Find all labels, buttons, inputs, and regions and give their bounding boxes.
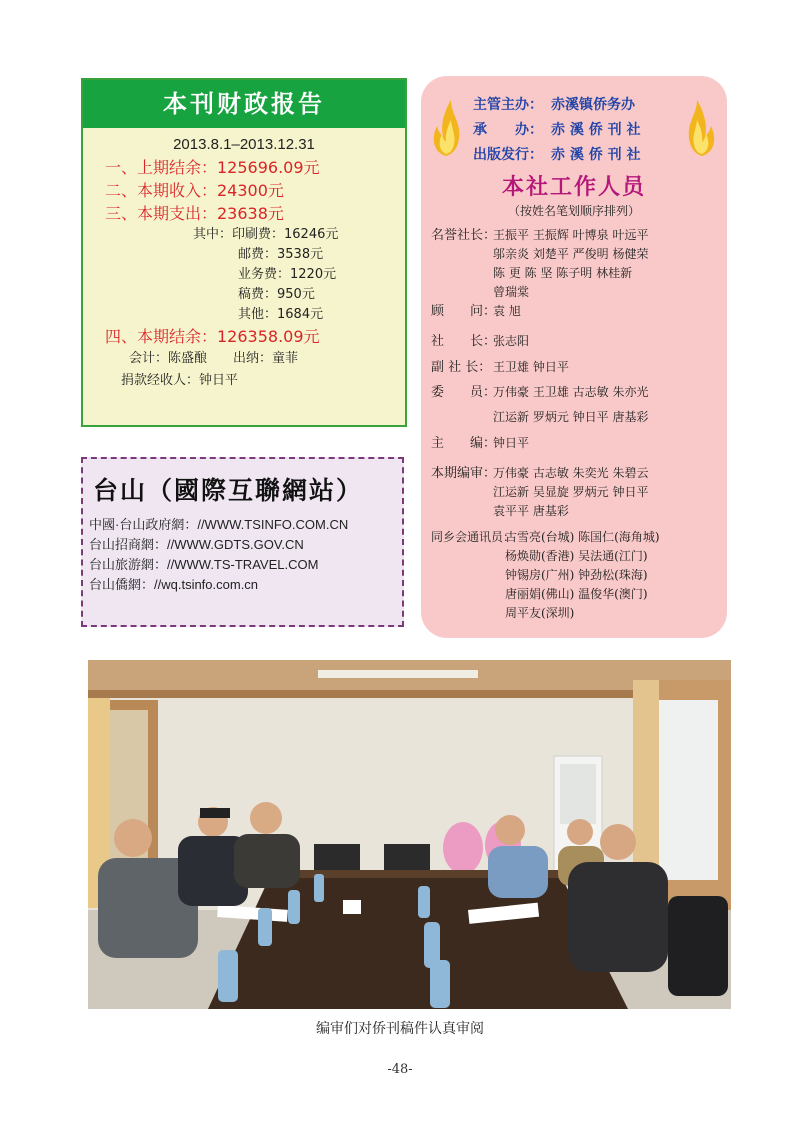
chief-editor: 主 编： 钟日平 [431,436,530,451]
advisor: 顾 问： 袁 旭 [431,304,521,319]
expense-detail-other: 其他：1684元 [238,307,324,322]
site-link-travel[interactable]: 台山旅游網：//WWW.TS-TRAVEL.COM [89,557,319,572]
expense-detail-postage: 邮费：3538元 [238,247,324,262]
page-number: -48- [387,1062,413,1077]
flame-icon [429,96,463,158]
accountant: 会计：陈盛酿 [129,351,208,366]
vice-director: 副 社 长： 王卫雄 钟日平 [431,360,569,375]
expense-detail-business: 业务费：1220元 [238,267,337,282]
cashier: 出纳：童菲 [233,351,299,366]
publisher-row-supervisor: 主管主办： 赤溪镇侨务办 [473,97,635,113]
expense-detail-printing: 其中：印刷费：16246元 [193,227,339,242]
issue-reviewers: 本期编审： 万伟豪 古志敏 朱奕光 朱碧云 江运新 吴显旋 罗炳元 钟日平 袁平平 唐基彩 [431,466,649,518]
finance-report-box [81,78,407,427]
finance-signatories [83,348,405,370]
photo-caption: 编审们对侨刊稿件认真审阅 [316,1021,484,1037]
honorary-directors: 名誉社长： 王振平 王振辉 叶博泉 叶远平 邬亲炎 刘楚平 严俊明 杨健荣 陈 更 陈 坚 陈子明 林桂新 曾瑞棠 [431,228,649,299]
committee: 委 员： 万伟豪 王卫雄 古志敏 朱亦光 江运新 罗炳元 钟日平 唐基彩 [431,385,649,424]
websites-title: 台山（國際互聯網站） [93,476,364,505]
staff-title: 本社工作人员 [501,175,646,200]
donation-receiver: 捐款经收人：钟日平 [121,373,239,388]
period-balance: 四、本期结余：126358.09元 [105,327,320,346]
correspondents: 同乡会通讯员： 古雪亮(台城) 陈国仁(海角城) 杨焕勋(香港) 吴法通(江门) 钟锡房(广州) 钟劲松(珠海) 唐丽娟(佛山) 温俊华(澳门) 周平友(深圳) [431,530,660,620]
finance-report-title: 本刊财政报告 [83,80,405,128]
taishan-websites-box [81,457,404,627]
finance-period: 2013.8.1–2013.12.31 [173,136,315,153]
site-link-overseas[interactable]: 台山僑網：//wq.tsinfo.com.cn [89,577,259,592]
site-link-investment[interactable]: 台山招商網：//WWW.GDTS.GOV.CN [89,537,304,552]
meeting-photo [88,660,731,1009]
expense-detail-manuscript: 稿费：950元 [238,287,315,302]
publisher-row-distributor: 出版发行： 赤 溪 侨 刊 社 [473,147,641,163]
director: 社 长： 张志阳 [431,334,530,349]
staff-order-note: （按姓名笔划顺序排列） [507,204,640,218]
publisher-row-organizer: 承 办： 赤 溪 侨 刊 社 [473,122,641,138]
previous-balance: 一、上期结余：125696.09元 [105,158,320,177]
period-income: 二、本期收入：24300元 [105,181,284,200]
staff-box [421,76,727,638]
flame-icon [685,96,719,158]
meeting-room-illustration [88,660,731,1009]
site-link-government[interactable]: 中國·台山政府網：//WWW.TSINFO.COM.CN [89,517,349,532]
period-expense: 三、本期支出：23638元 [105,204,284,223]
